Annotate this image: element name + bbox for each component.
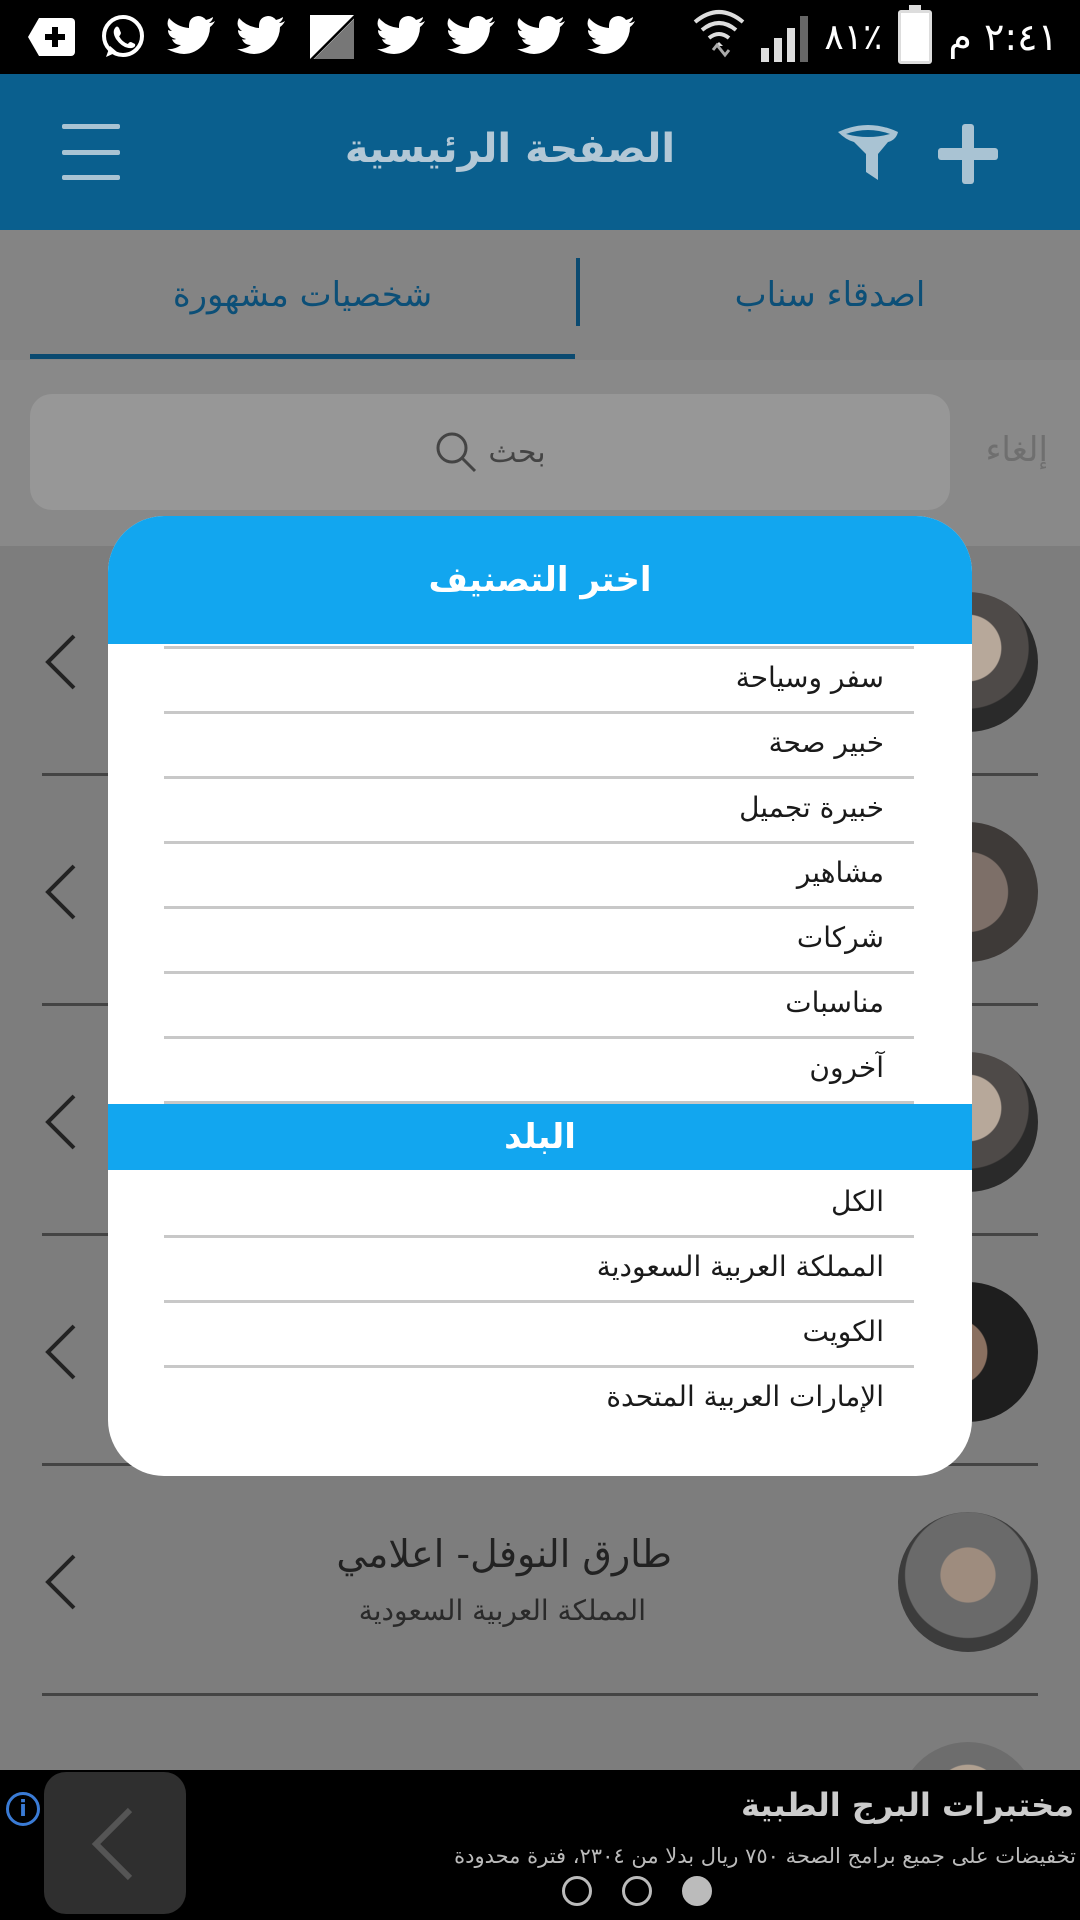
filter-icon[interactable] <box>836 122 900 186</box>
country-option[interactable] <box>164 1368 914 1433</box>
list-item[interactable] <box>0 1466 1080 1696</box>
country-section-header: البلد <box>108 1104 972 1170</box>
selected-tab-indicator <box>30 354 575 359</box>
option-label: خبيرة تجميل <box>739 791 884 824</box>
page-title: الصفحة الرئيسية <box>344 126 676 172</box>
search-icon <box>434 430 478 474</box>
ad-description: تخفيضات على جميع برامج الصحة ٧٥٠ ريال بدلا من ٢٣٠٤، فترة محدودة <box>454 1844 1076 1868</box>
option-label: شركات <box>796 921 884 954</box>
country-option[interactable] <box>164 1303 914 1368</box>
twitter-icon <box>166 12 218 62</box>
chevron-left-icon <box>40 1316 90 1386</box>
avatar <box>898 1512 1038 1652</box>
system-indicators <box>693 6 1058 68</box>
ad-back-button[interactable] <box>44 1772 186 1914</box>
ad-title: مختبرات البرج الطبية <box>740 1786 1074 1824</box>
category-dialog <box>108 516 972 1476</box>
signal-icon <box>761 12 808 62</box>
ad-banner[interactable] <box>0 1770 1080 1920</box>
list-item[interactable] <box>0 1696 1080 1770</box>
add-box-icon <box>26 12 78 62</box>
twitter-icon <box>376 12 428 62</box>
category-option[interactable] <box>164 974 914 1039</box>
ad-pagination <box>562 1876 712 1906</box>
status-bar <box>0 0 1080 74</box>
twitter-icon <box>446 12 498 62</box>
category-option[interactable] <box>164 844 914 909</box>
twitter-icon <box>586 12 638 62</box>
option-label: الكويت <box>802 1315 884 1348</box>
category-option[interactable] <box>164 1039 914 1104</box>
notification-icons <box>26 10 638 64</box>
option-label: آخرون <box>809 1051 884 1084</box>
tab-snap-friends[interactable]: اصدقاء سناب <box>734 275 926 315</box>
battery-icon <box>898 10 932 64</box>
tab-famous-people[interactable]: شخصيات مشهورة <box>172 275 433 315</box>
chevron-left-icon <box>44 1772 186 1914</box>
cancel-button[interactable]: إلغاء <box>985 430 1048 470</box>
chevron-left-icon <box>40 1086 90 1156</box>
search-input[interactable] <box>30 394 950 510</box>
option-label: المملكة العربية السعودية <box>596 1250 884 1283</box>
avatar <box>898 1742 1038 1770</box>
person-country: المملكة العربية السعودية <box>358 1594 646 1627</box>
tab-bar <box>0 230 1080 360</box>
option-label: سفر وسياحة <box>735 661 884 694</box>
chevron-left-icon <box>40 626 90 696</box>
page-dot <box>562 1876 592 1906</box>
chevron-left-icon <box>40 856 90 926</box>
category-option[interactable] <box>164 909 914 974</box>
person-name: طارق النوفل- اعلامي <box>336 1532 672 1576</box>
option-label: الكل <box>831 1185 884 1218</box>
battery-percent: ٨١٪ <box>824 16 883 58</box>
category-option[interactable] <box>164 649 914 714</box>
wifi-icon <box>693 6 745 69</box>
option-label: خبير صحة <box>768 726 884 759</box>
page-dot <box>622 1876 652 1906</box>
category-option[interactable] <box>164 779 914 844</box>
option-label: الإمارات العربية المتحدة <box>606 1380 884 1413</box>
whatsapp-icon <box>96 12 148 62</box>
chevron-left-icon <box>40 1546 90 1616</box>
search-placeholder: بحث <box>488 434 546 470</box>
country-option[interactable] <box>164 1173 914 1238</box>
info-icon[interactable]: i <box>6 1792 40 1826</box>
tab-divider <box>576 258 580 326</box>
clock: ٢:٤١ م <box>948 15 1058 59</box>
country-option[interactable] <box>164 1238 914 1303</box>
add-button[interactable] <box>938 124 998 184</box>
page-dot-active <box>682 1876 712 1906</box>
option-label: مناسبات <box>785 986 884 1019</box>
twitter-icon <box>236 12 288 62</box>
dialog-title: اختر التصنيف <box>108 516 972 644</box>
no-sim-icon <box>306 12 358 62</box>
app-bar <box>0 74 1080 230</box>
twitter-icon <box>516 12 568 62</box>
category-option[interactable] <box>164 714 914 779</box>
option-label: مشاهير <box>796 856 884 889</box>
